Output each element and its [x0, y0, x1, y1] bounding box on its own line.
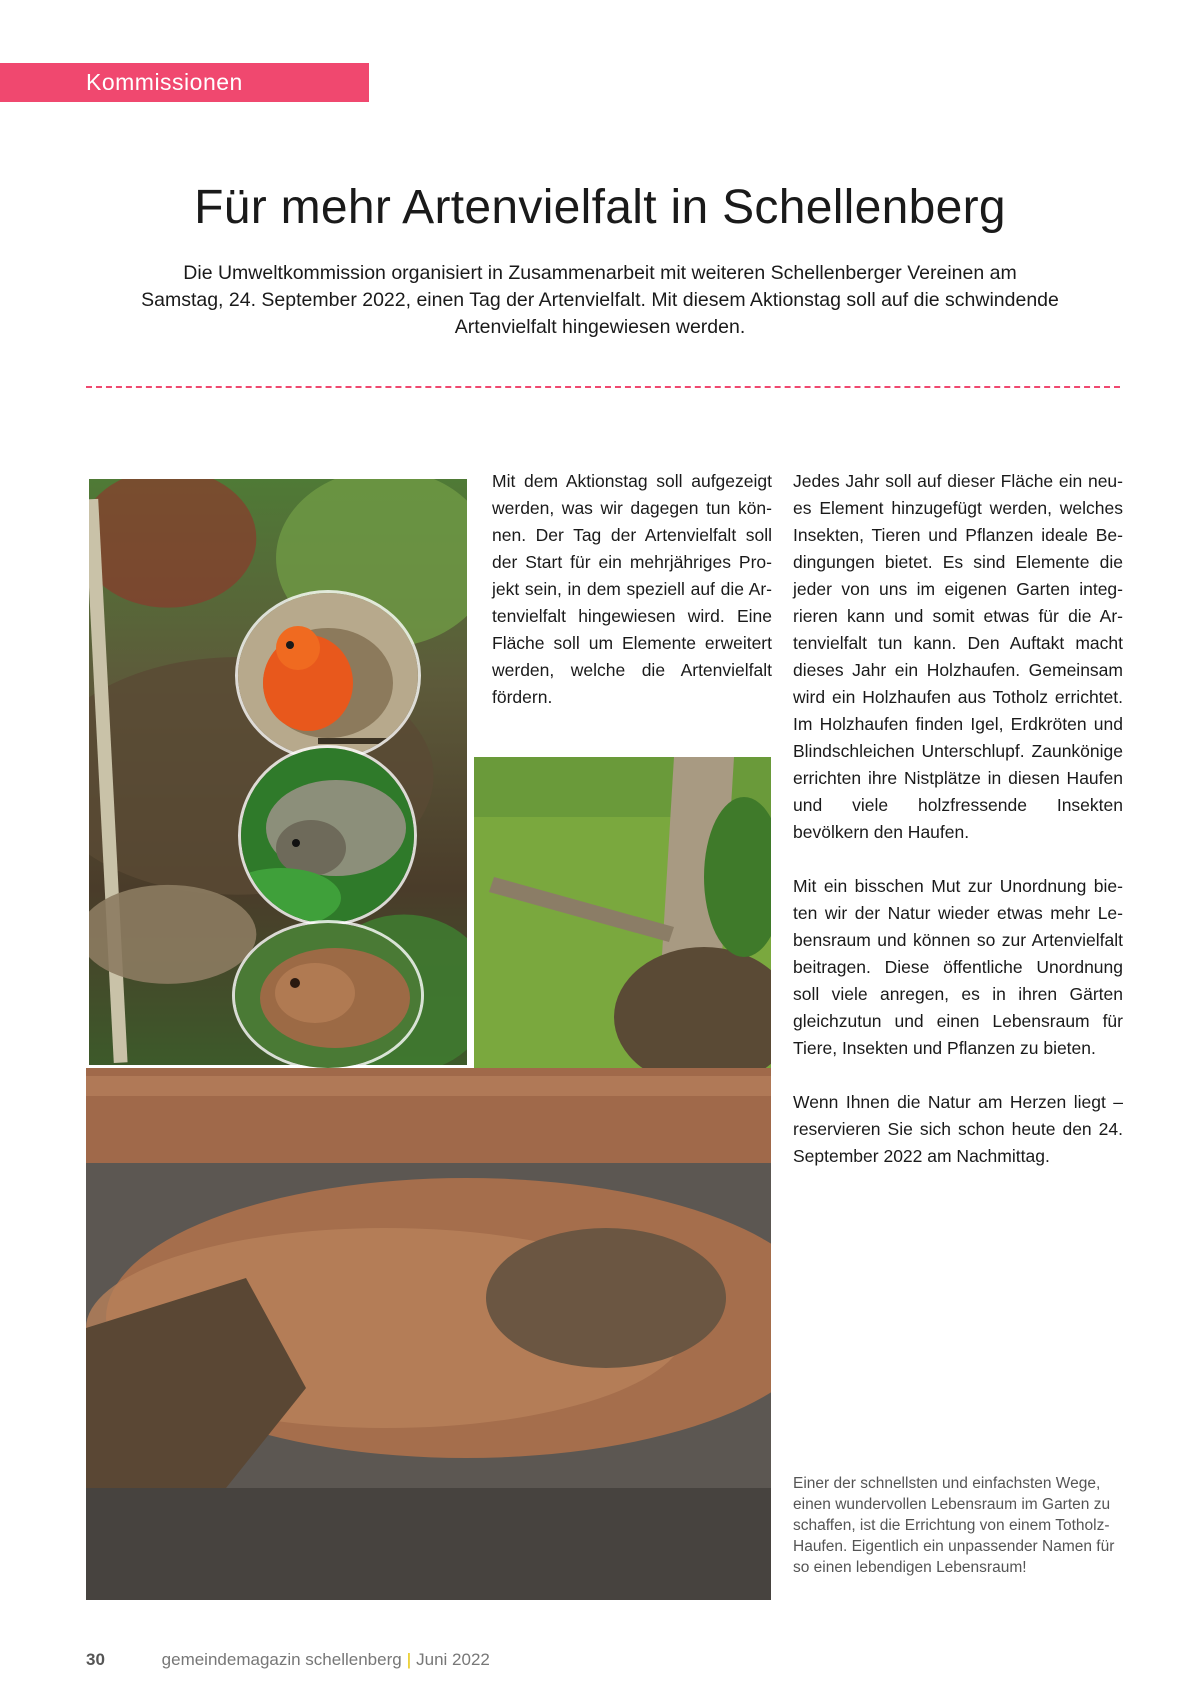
text-column-1	[492, 468, 772, 738]
text-column-2	[793, 468, 1123, 1197]
issue-date: Juni 2022	[416, 1650, 490, 1669]
hedgehog-photo	[238, 745, 417, 926]
section-tag: Kommissionen	[0, 63, 369, 102]
footer-separator: |	[406, 1650, 412, 1669]
page-footer	[86, 1650, 490, 1670]
totholz-pile-photo	[86, 1068, 771, 1600]
photo-caption: Einer der schnellsten und einfachsten Wege, einen wundervollen Lebensraum im Garten zu schaffen, ist die Errichtung von einem Totholz-Haufen. Eigentlich ein unpassender Namen für so einen lebendigen Lebensraum!	[793, 1475, 1115, 1576]
deadwood-root-photo	[474, 757, 771, 1087]
robin-photo	[235, 590, 421, 761]
paragraph: Jedes Jahr soll auf dieser Fläche ein neues Element hinzugefügt werden, welches Insekten, Tieren und Pflanzen ideale Bedingungen bietet. Es sind Elemente die jeder von uns im eigenen Garten integrieren kann und somit etwas für die Artenvielfalt tun kann. Den Auftakt macht dieses Jahr ein Holzhaufen. Gemeinsam wird ein Holzhaufen aus Totholz errichtet. Im Holzhaufen finden Igel, Erdkröten und Blindschleichen Unterschlupf. Zaunkönige errichten ihre Nistplätze in diesen Haufen und viele holzfressende Insekten bevölkern den Haufen.	[793, 471, 1123, 842]
dashed-divider	[86, 386, 1120, 388]
toad-photo	[232, 920, 424, 1071]
paragraph: Mit ein bisschen Mut zur Unordnung bieten wir der Natur wieder etwas mehr Lebensraum und können so zur Artenvielfalt beitragen. Diese öffentliche Unordnung soll viele anregen, es in ihren Gärten gleichzutun und einen Lebensraum für Tiere, Insekten und Pflanzen zu bieten.	[793, 876, 1123, 1058]
paragraph: Mit dem Aktionstag soll aufgezeigt werden, was wir dagegen tun können. Der Tag der Artenvielfalt soll der Start für ein mehrjähriges Projekt sein, in dem speziell auf die Artenvielfalt hingewiesen wird. Eine Fläche soll um Elemente erweitert werden, welche die Artenvielfalt fördern.	[492, 471, 772, 707]
article-title: Für mehr Artenvielfalt in Schellenberg	[194, 181, 1006, 234]
magazine-name: gemeindemagazin schellenberg	[161, 1650, 402, 1669]
paragraph: Wenn Ihnen die Natur am Herzen liegt – reservieren Sie sich schon heute den 24. September 2022 am Nachmittag.	[793, 1092, 1123, 1166]
article-lead: Die Umweltkommission organisiert in Zusammenarbeit mit weiteren Schellenberger Vereinen am Samstag, 24. September 2022, einen Tag der Artenvielfalt. Mit diesem Aktionstag soll auf die schwindende Artenvielfalt hingewiesen werden.	[141, 262, 1059, 338]
page-number: 30	[86, 1650, 105, 1669]
